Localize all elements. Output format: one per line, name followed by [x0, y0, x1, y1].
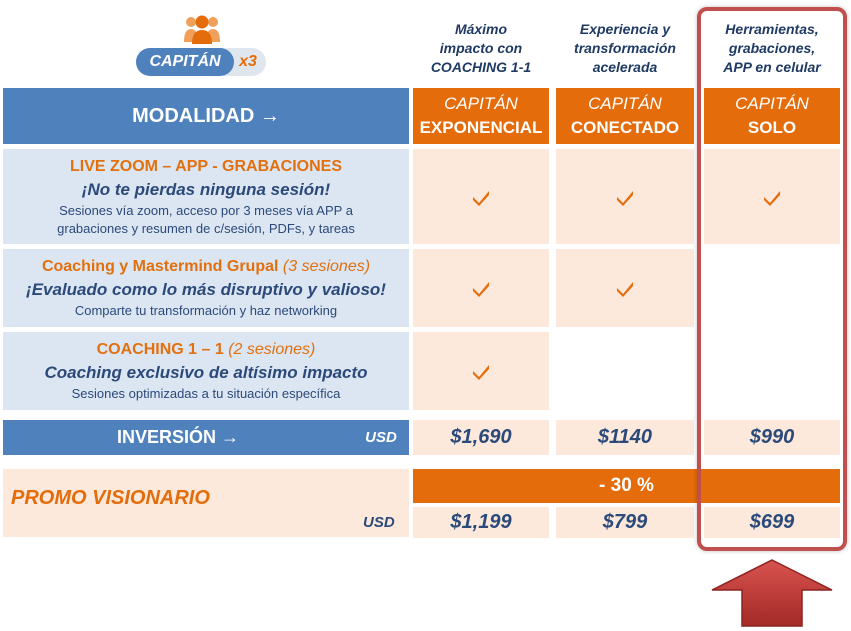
feature-desc-line: grabaciones y resumen de c/sesión, PDFs, y tareas: [57, 220, 355, 236]
feature-desc-line: Comparte tu transformación y haz networking: [74, 303, 338, 318]
cell-mastermind-exponencial: [413, 249, 549, 327]
cell-live-zoom-conectado: [556, 149, 694, 244]
brand-multiplier: x3: [239, 53, 257, 70]
brand-name: CAPITÁN: [136, 48, 234, 76]
investment-row: [3, 420, 409, 455]
promo-price-exponencial: $1,199: [413, 507, 549, 538]
promo-price-solo: $699: [704, 507, 840, 538]
cell-mastermind-conectado: [556, 249, 694, 327]
promo-discount-banner: - 30 %: [413, 469, 840, 503]
feature-row-mastermind: [3, 249, 409, 327]
promo-row: [3, 469, 409, 537]
check-icon: [470, 360, 492, 382]
arrow-up-icon: [710, 558, 834, 628]
team-icon: [183, 14, 221, 44]
column-desc-1: Máximo impacto con COACHING 1-1: [430, 20, 532, 75]
plan-header-conectado: CAPITÁN CONECTADO: [556, 88, 694, 144]
promo-label: PROMO VISIONARIO: [11, 487, 210, 509]
feature-title: LIVE ZOOM – APP - GRABACIONES: [69, 157, 343, 175]
feature-row-live-zoom: [3, 149, 409, 244]
feature-row-coaching-1-1: [3, 332, 409, 410]
investment-currency: USD: [365, 429, 397, 446]
investment-price-conectado: $1140: [556, 420, 694, 455]
check-icon: [614, 277, 636, 299]
plan-header-exponencial: CAPITÁN EXPONENCIAL: [413, 88, 549, 144]
feature-title: COACHING 1 – 1 (2 sesiones): [96, 341, 316, 358]
feature-subtitle: Coaching exclusivo de altísimo impacto: [44, 363, 368, 382]
investment-label: INVERSIÓN →: [116, 427, 240, 447]
check-icon: [614, 186, 636, 208]
investment-price-solo: $990: [704, 420, 840, 455]
column-desc-3: Herramientas, grabaciones, APP en celular: [723, 20, 821, 75]
column-desc-2: Experiencia y transformación acelerada: [574, 20, 676, 75]
highlight-frame-solo: [697, 7, 847, 551]
cell-coaching-exponencial: [413, 332, 549, 410]
feature-subtitle: ¡No te pierdas ninguna sesión!: [81, 179, 331, 199]
check-icon: [470, 186, 492, 208]
promo-price-conectado: $799: [556, 507, 694, 538]
promo-currency: USD: [363, 514, 395, 531]
cell-live-zoom-exponencial: [413, 149, 549, 244]
plan-header-solo: CAPITÁN SOLO: [704, 88, 840, 144]
check-icon: [470, 277, 492, 299]
investment-price-exponencial: $1,690: [413, 420, 549, 455]
brand-logo: [133, 12, 268, 80]
feature-title: Coaching y Mastermind Grupal (3 sesiones): [41, 258, 371, 275]
feature-subtitle: ¡Evaluado como lo más disruptivo y valioso!: [26, 280, 386, 299]
feature-desc-line: Sesiones optimizadas a tu situación específica: [71, 386, 341, 401]
modalidad-header: MODALIDAD →: [3, 88, 409, 144]
feature-desc-line: Sesiones vía zoom, acceso por 3 meses vía APP a: [59, 202, 353, 218]
